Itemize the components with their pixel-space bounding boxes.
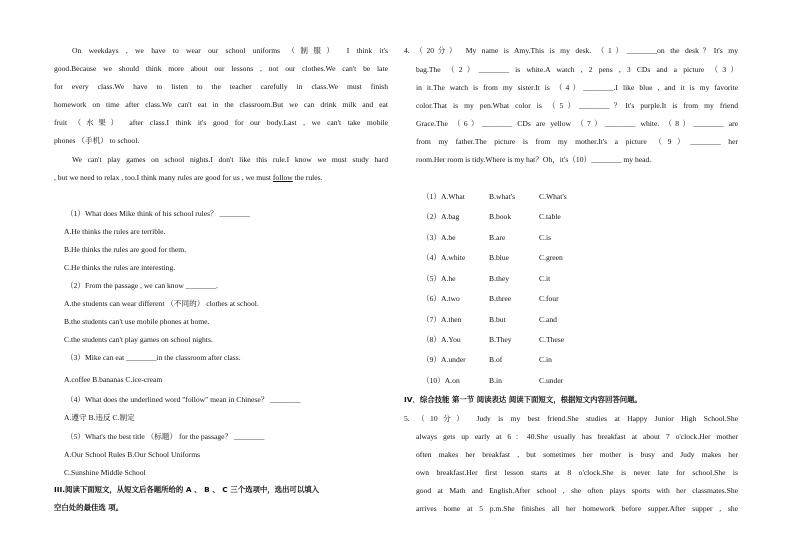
option: C.Sunshine Middle School [64,468,146,477]
option: B.He thinks the rules are good for them. [64,245,187,254]
option: A.Our School Rules B.Our School Uniforms [64,450,201,459]
passage-text: , but we need to relax , too.I think many rules are good for us , we must [54,173,273,182]
option-a: （4）A.white [422,253,466,262]
passage-line: good at Math and English.After school , she often plays sports with her classmates.She [416,486,738,495]
question-3: （3）Mike can eat ________in the classroom after class. [66,353,241,362]
option: C.the students can't play games on school nights. [64,335,213,344]
passage-line: phones （手机） to school. [54,136,140,145]
option: C.He thinks the rules are interesting. [64,263,176,272]
option-b: B.three [489,294,512,303]
passage-line: We can't play games on school nights.I don't like this rule.I know we must study hard [72,155,388,164]
option-b: B.of [489,355,503,364]
option-c: C.under [539,376,564,385]
option: A.coffee B.bananas C.ice-cream [64,375,163,384]
option-b: B.book [489,212,512,221]
option-c: C.four [539,294,559,303]
option-b: B.but [489,315,506,324]
option-a: （8）A.You [422,335,461,344]
passage-line: bag.The （2）________ is white.A watch , 2 pens , 3 CDs and a picture （3） [416,65,738,74]
passage-line: arrives home at 5 p.m.She finishes all her homework before supper.After supper , she [416,504,738,513]
option-b: B.are [489,233,506,242]
passage-line: Grace.The （6）________ CDs are yellow （7）________ white. （8）________ are [416,119,738,128]
option-c: C.What's [539,192,567,201]
option: A.the students can wear different （不同的） clothes at school. [64,299,259,308]
option-c: C.is [539,233,552,242]
section-heading: IV．综合技能 第一节 阅读表达 阅读下面短文，根据短文内容回答问题。 [404,395,642,404]
passage-line: fruit （水果） after class.I think it's good for our body.Last , we can't take mobile [54,118,388,127]
option-b: B.what's [489,192,516,201]
option-a: （1）A.What [422,192,465,201]
passage-line: from my father.The picture is from my mother.It's a picture （9）________ her [416,137,738,146]
question-4: （4）What does the underlined word "follow" mean in Chinese？ ________ [66,395,301,404]
section-heading: III.阅读下面短文，从短文后各题所给的 A 、 B 、 C 三个选项中，选出可以填入 [54,485,319,494]
passage-line: 5. （10分） Judy is my best friend.She studies at Happy Junior High School.She [404,414,738,423]
passage-line: good.Because we should think more about our lessons , not our clothes.We can't be late [54,64,388,73]
option-a: （6）A.two [422,294,460,303]
passage-line [54,169,322,187]
option: A.遵守 B.违反 C.制定 [64,413,135,422]
option-c: C.in [539,355,552,364]
passage-line: often makes her breakfast , but sometimes her mother is busy and Judy makes her [416,450,738,459]
option-c: C.These [539,335,565,344]
option-a: （9）A.under [422,355,466,364]
option-a: （5）A.he [422,274,456,283]
question-2: （2）From the passage , we can know ________. [66,281,219,290]
option-a: （3）A.be [422,233,456,242]
option-b: B.in [489,376,502,385]
option-b: B.they [489,274,510,283]
question-1: （1）What does Mike think of his school rules？ ________ [66,209,250,218]
option-c: C.table [539,212,561,221]
option-b: B.They [489,335,512,344]
option-a: （2）A.bag [422,212,460,221]
option-c: C.green [539,253,563,262]
passage-line: color.That is my pen.What color is （5）________？It's purple.It is from my friend [416,101,738,110]
option-b: B.blue [489,253,510,262]
option: B.the students can't use mobile phones at home. [64,317,210,326]
passage-line: 4. （20分） My name is Amy.This is my desk. （1）________on the desk？It's my [404,46,738,55]
passage-line: homework on time after class.We can't eat in the classroom.But we can drink milk and eat [54,100,388,109]
passage-line: in it.The watch is from my sister.It is （4）________.I like blue , and it is my favorite [416,83,738,92]
option-a: （7）A.then [422,315,462,324]
question-5: （5）What's the best title （标题） for the passage？ ________ [66,432,265,441]
option-a: （10）A.on [422,376,460,385]
passage-line: for every class.We have to listen to the teacher carefully in class.We must finish [54,82,388,91]
underlined-word: follow [272,173,293,182]
passage-line: own breakfast.Her first lesson starts at 8 o'clock.She is never late for school.She is [416,468,738,477]
option-c: C.it [539,274,551,283]
section-heading: 空白处的最佳选 项。 [54,503,124,512]
passage-line: always gets up early at 6：40.She usually has breakfast at about 7 o'clock.Her mother [416,432,738,441]
passage-line: room.Her room is tidy.Where is my hat？Oh，it's（10）________ my head. [416,155,652,164]
option-c: C.and [539,315,557,324]
passage-line: On weekdays , we have to wear our school uniforms （制服） I think it's [72,46,388,55]
passage-text: the rules. [292,173,323,182]
option: A.He thinks the rules are terrible. [64,227,166,236]
